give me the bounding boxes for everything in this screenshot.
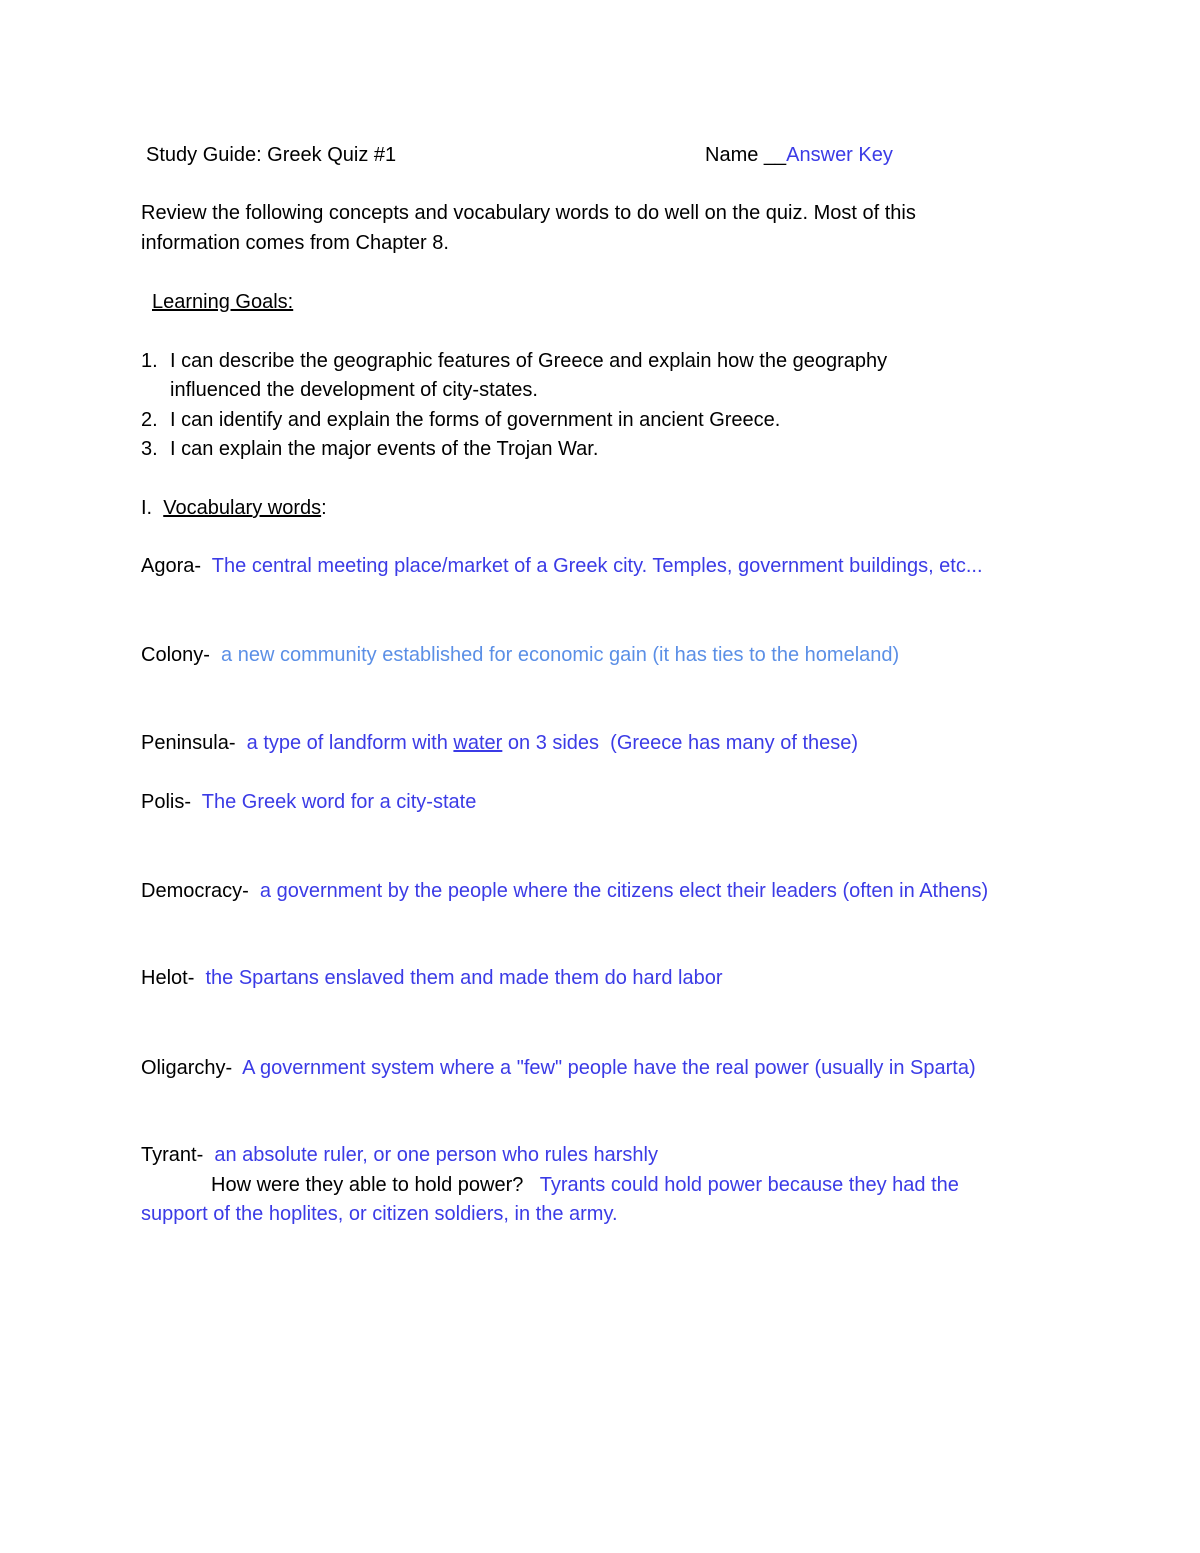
vocab-term: Peninsula- <box>141 732 236 754</box>
goal-2-number: 2. <box>141 409 158 431</box>
vocab-entry-democracy <box>141 879 988 903</box>
vocab-definition: The Greek word for a city-state <box>201 791 477 813</box>
vocab-definition: a government by the people where the citizens elect their leaders (often in Athens) <box>259 880 989 902</box>
tyrant-question: How were they able to hold power? <box>211 1174 524 1196</box>
title-text: Study Guide: Greek Quiz #1 <box>146 144 397 166</box>
definition-underlined-word: water <box>453 732 503 754</box>
tyrant-answer-line-2: support of the hoplites, or citizen soldiers, in the army. <box>141 1203 618 1225</box>
vocab-definition: an absolute ruler, or one person who rules harshly <box>214 1144 658 1166</box>
intro-line-1: Review the following concepts and vocabulary words to do well on the quiz. Most of this <box>141 202 916 224</box>
vocabulary-heading-text: Vocabulary words <box>163 497 322 519</box>
vocab-definition: a new community established for economic gain (it has ties to the homeland) <box>221 644 900 666</box>
vocab-term: Democracy- <box>141 880 249 902</box>
vocab-entry-polis <box>141 790 476 814</box>
vocab-term: Helot- <box>141 967 195 989</box>
definition-part-before: a type of landform with <box>246 732 454 754</box>
goal-1-number: 1. <box>141 350 158 372</box>
goal-1-line-1: I can describe the geographic features of Greece and explain how the geography <box>170 350 888 372</box>
page-title <box>146 143 396 167</box>
learning-goals-heading: Learning Goals: <box>152 291 294 313</box>
vocab-entry-tyrant <box>141 1143 658 1167</box>
tyrant-question-line <box>211 1173 959 1197</box>
vocab-term: Polis- <box>141 791 192 813</box>
vocab-term: Oligarchy- <box>141 1057 233 1079</box>
vocab-definition: the Spartans enslaved them and made them do hard labor <box>205 967 723 989</box>
vocab-entry-peninsula <box>141 731 858 755</box>
vocab-entry-oligarchy <box>141 1056 976 1080</box>
vocabulary-heading-suffix: : <box>321 497 327 519</box>
goal-3-line-1: I can explain the major events of the Trojan War. <box>170 438 599 460</box>
goal-1-line-2: influenced the development of city-states. <box>170 379 538 401</box>
vocab-entry-colony <box>141 643 899 667</box>
tyrant-answer-line-1: Tyrants could hold power because they had the <box>539 1174 959 1196</box>
name-label: Name __ <box>705 144 787 166</box>
intro-line-2: information comes from Chapter 8. <box>141 232 449 254</box>
vocab-definition <box>247 732 858 754</box>
definition-part-after: on 3 sides (Greece has many of these) <box>502 732 859 754</box>
vocab-definition: The central meeting place/market of a Greek city. Temples, government buildings, etc... <box>211 555 983 577</box>
vocab-definition: A government system where a "few" people have the real power (usually in Sparta) <box>242 1057 976 1079</box>
goal-2-line-1: I can identify and explain the forms of government in ancient Greece. <box>170 409 781 431</box>
goal-3-number: 3. <box>141 438 158 460</box>
vocab-entry-agora <box>141 554 983 578</box>
vocab-term: Agora- <box>141 555 202 577</box>
vocabulary-heading <box>141 496 327 520</box>
vocabulary-heading-prefix: I. <box>141 497 164 519</box>
name-value: Answer Key <box>786 144 893 166</box>
vocab-term: Tyrant- <box>141 1144 204 1166</box>
vocab-term: Colony- <box>141 644 210 666</box>
vocab-entry-helot <box>141 966 722 990</box>
name-field <box>705 143 893 167</box>
